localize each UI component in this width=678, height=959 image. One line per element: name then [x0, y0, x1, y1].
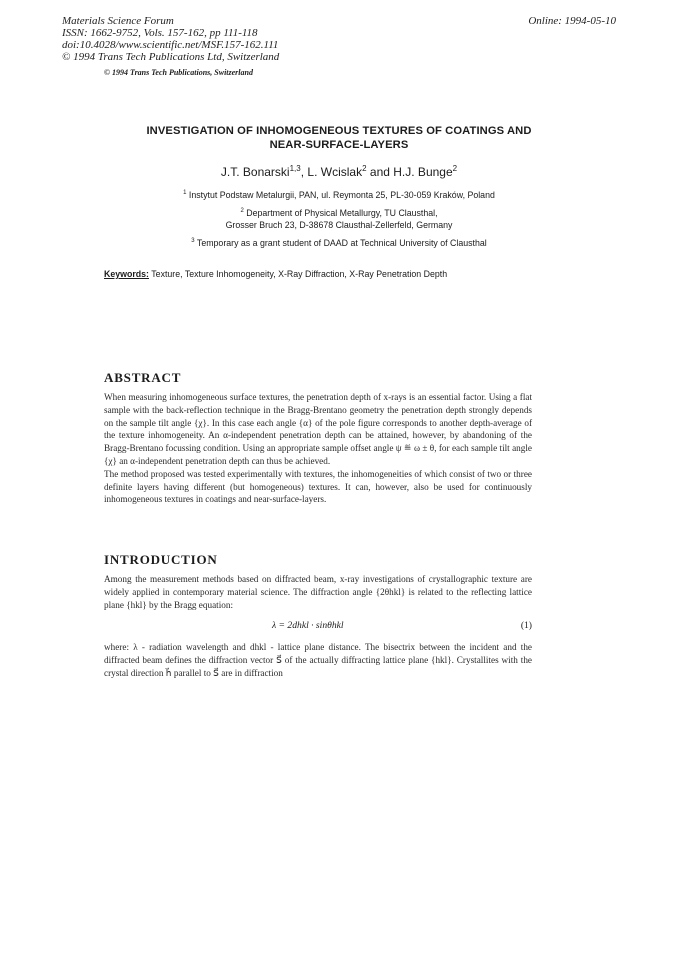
author-conjunction: and — [369, 165, 390, 179]
affiliation-3 — [80, 235, 598, 249]
abstract-paragraph: The method proposed was tested experimentally with textures, the inhomogeneities of which consist of two or three definite layers having different (but homogeneous) textures. It can, however, also be used for continuously inhomogeneous textures in coatings and near-surface-layers. — [104, 468, 532, 505]
abstract-heading: ABSTRACT — [104, 370, 182, 385]
affiliation-1 — [80, 187, 598, 201]
title-line-2: NEAR-SURFACE-LAYERS — [269, 139, 409, 151]
equation-body: λ = 2dhkl · sinθhkl — [272, 620, 344, 631]
author-list: J.T. Bonarski$^{1,3}$, L. Wcislak$^2$ and H.J. Bunge$^2$ — [220, 164, 458, 179]
introduction-heading: INTRODUCTION — [104, 552, 218, 567]
citation-block — [62, 15, 279, 63]
introduction-paragraph: where: λ - radiation wavelength and dhkl - lattice plane distance. The bisectrix between the incident and the diffracted beam defines the diffraction vector S⃗ of the actually diffracting lattice plane {hkl}. Crystallites with the crystal direction h⃗ parallel to S⃗ are in diffraction — [104, 642, 532, 678]
journal-name: Materials Science Forum — [62, 15, 174, 27]
abstract-paragraph: When measuring inhomogeneous surface textures, the penetration depth of x-rays is an essential factor. Using a flat sample with the back-reflection technique in the Bragg-Brentano geometry the penetration depth strongly depends on the sample tilt angle {χ}. In this case each angle {α} of the pole figure corresponds to another depth-average of the texture inhomogeneity. An α-independent penetration depth can be attained, however, by abandoning of the Bragg-Brentano focussing condition. Using an appropriate sample offset angle ψ ≝ ω ± θ, for each sample tilt angle {χ} an α-independent penetration depth can thus be achieved. — [104, 392, 532, 466]
keywords — [104, 269, 447, 279]
abstract-body — [104, 391, 532, 506]
affiliation-text: Temporary as a grant student of DAAD at Technical University of Clausthal — [196, 237, 487, 248]
affiliation-text: Grosser Bruch 23, D-38678 Clausthal-Zellerfeld, Germany — [225, 219, 453, 230]
doi-line: doi:10.4028/www.scientific.net/MSF.157-162.111 — [62, 39, 279, 51]
affiliation-text: Department of Physical Metallurgy, TU Clausthal, — [246, 207, 438, 218]
affiliation-number: 3 — [191, 238, 195, 244]
title-line-1: INVESTIGATION OF INHOMOGENEOUS TEXTURES OF COATINGS AND — [146, 125, 532, 137]
author-name: H.J. Bunge — [393, 165, 453, 179]
equation-number: (1) — [520, 620, 532, 631]
author-affiliation-mark: 2 — [452, 164, 458, 173]
paper-title — [80, 124, 598, 152]
affiliation-number: 2 — [240, 208, 244, 214]
author-name: L. Wcislak — [307, 165, 363, 179]
publisher-copyright: © 1994 Trans Tech Publications, Switzerland — [104, 68, 253, 77]
keywords-label: Keywords: — [104, 269, 149, 279]
affiliation-2 — [80, 205, 598, 231]
issn-line: ISSN: 1662-9752, Vols. 157-162, pp 111-118 — [62, 27, 258, 39]
affiliation-number: 1 — [183, 190, 187, 196]
author-affiliation-mark: 2 — [362, 164, 367, 173]
copyright-line: © 1994 Trans Tech Publications Ltd, Switzerland — [62, 51, 280, 63]
author-name: J.T. Bonarski — [220, 165, 290, 179]
affiliation-text: Instytut Podstaw Metalurgii, PAN, ul. Reymonta 25, PL-30-059 Kraków, Poland — [188, 189, 495, 200]
online-date: Online: 1994-05-10 — [528, 15, 616, 27]
keywords-text: Texture, Texture Inhomogeneity, X-Ray Diffraction, X-Ray Penetration Depth — [151, 269, 448, 279]
introduction-paragraph: Among the measurement methods based on diffracted beam, x-ray investigations of crystallographic texture are widely applied in contemporary material science. The diffraction angle {2θhkl} is related to the reflecting lattice plane {hkl} by the Bragg equation: — [104, 574, 532, 610]
author-affiliation-mark: 1,3 — [289, 164, 301, 173]
